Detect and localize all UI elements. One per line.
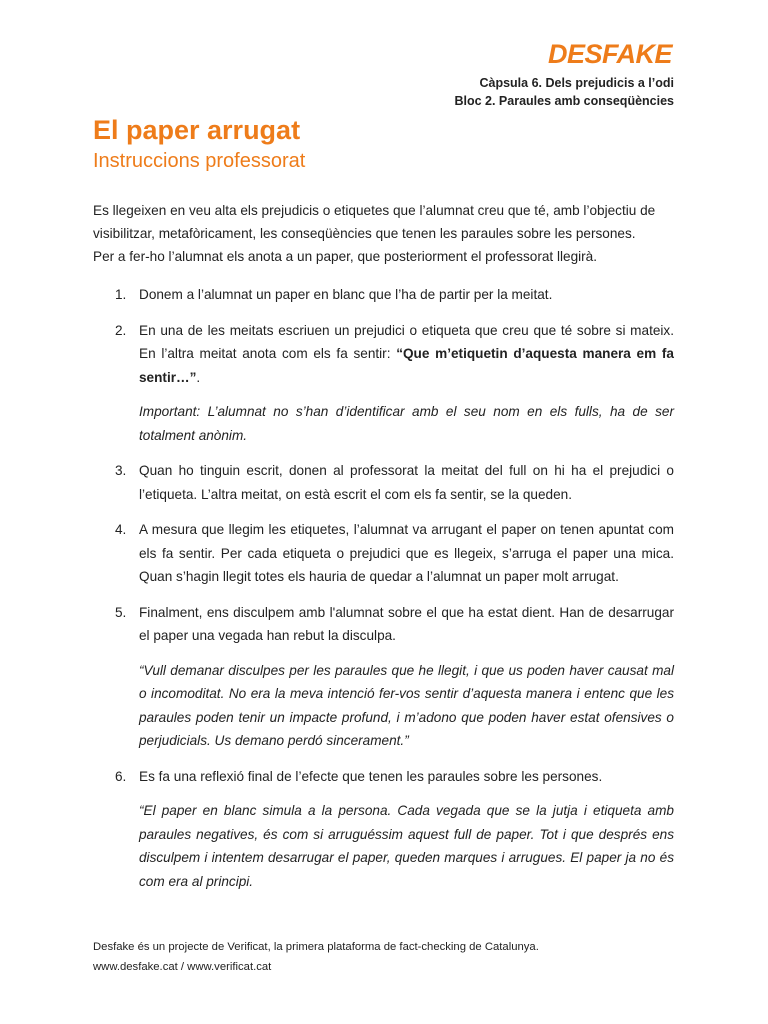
intro-paragraph: Es llegeixen en veu alta els prejudicis o etiquetes que l’alumnat creu que té, amb l’objectiu de visibilitzar, metafòricament, les conseqüències que tenen les paraules sobre les persones. — [93, 203, 656, 241]
step-note: “Vull demanar disculpes per les paraules que he llegit, i que us poden haver causat mal o incomoditat. No era la meva intenció fer-vos sentir d’aquesta manera i entenc que les paraules poden tenir un impacte profund, i m’adono que poden haver estat ofensives o perjudicials. Us demano perdó sincerament.” — [139, 662, 674, 748]
step-number: 6. — [115, 768, 127, 784]
list-item — [93, 518, 674, 589]
step-number: 2. — [115, 322, 127, 338]
step-text-body: Donem a l’alumnat un paper en blanc que l’ha de partir per la meitat. — [139, 287, 553, 302]
step-text-body: Finalment, ens disculpem amb l'alumnat sobre el que ha estat dient. Han de desarrugar el paper una vegada han rebut la disculpa. — [139, 604, 674, 643]
block-line: Bloc 2. Paraules amb conseqüències — [454, 94, 674, 108]
step-text-body: A mesura que llegim les etiquetes, l’alumnat va arrugant el paper on tenen apuntat com els fa sentir. Per cada etiqueta o prejudici que es llegeix, s’arruga el paper una mica. Quan s’hagin llegit totes els hauria de quedar a l’alumnat un paper molt arrugat. — [139, 522, 674, 584]
step-text — [139, 765, 674, 789]
list-item — [93, 283, 674, 307]
step-number: 1. — [115, 287, 127, 302]
capsule-line: Càpsula 6. Dels prejudicis a l’odi — [479, 76, 674, 90]
step-text — [139, 319, 674, 390]
intro-paragraph: Per a fer-ho l’alumnat els anota a un paper, que posteriorment el professorat llegirà. — [93, 249, 598, 264]
step-number: 4. — [115, 522, 127, 537]
step-text — [139, 283, 674, 307]
step-note: “El paper en blanc simula a la persona. Cada vegada que se la jutja i etiqueta amb paraules negatives, és com si arruguéssim aquest full de paper. Tot i que després ens disculpem i intentem desarrugar el paper, queden marques i arrugues. El paper ja no és com era al principi. — [139, 803, 674, 889]
step-note: Important: L’alumnat no s’han d’identificar amb el seu nom en els fulls, ha de ser totalment anònim. — [139, 404, 674, 443]
page-subtitle: Instruccions professorat — [93, 150, 306, 172]
step-number: 5. — [115, 604, 127, 620]
footer-credit: Desfake és un projecte de Verificat, la primera plataforma de fact-checking de Catalunya. — [93, 941, 539, 953]
step-number: 3. — [115, 463, 127, 478]
step-text-body: En una de les meitats escriuen un prejudici o etiqueta que creu que té sobre si mateix. En l’altra meitat anota com els fa sentir: — [139, 322, 674, 361]
page-footer — [93, 937, 539, 977]
step-text — [139, 459, 674, 506]
footer-links: www.desfake.cat / www.verificat.cat — [93, 961, 272, 973]
step-text-tail: . — [196, 369, 201, 385]
step-text — [139, 518, 674, 589]
intro-section — [93, 199, 674, 268]
step-text-body: Quan ho tinguin escrit, donen al professorat la meitat del full on hi ha el prejudici o l’etiqueta. L’altra meitat, on està escrit el com els fa sentir, se la queden. — [139, 463, 674, 502]
list-item — [93, 765, 674, 894]
list-item — [93, 459, 674, 506]
step-quote: “Que m’etiquetin d’aquesta manera em fa sentir…” — [139, 346, 674, 385]
desfake-logo: DESFAKE — [547, 39, 672, 69]
step-text — [139, 601, 674, 648]
list-item — [93, 601, 674, 753]
instruction-list — [93, 283, 674, 893]
step-text-body: Es fa una reflexió final de l’efecte que tenen les paraules sobre les persones. — [139, 768, 603, 784]
page-title: El paper arrugat — [93, 115, 301, 145]
list-item — [93, 319, 674, 448]
capsule-info — [454, 74, 674, 110]
